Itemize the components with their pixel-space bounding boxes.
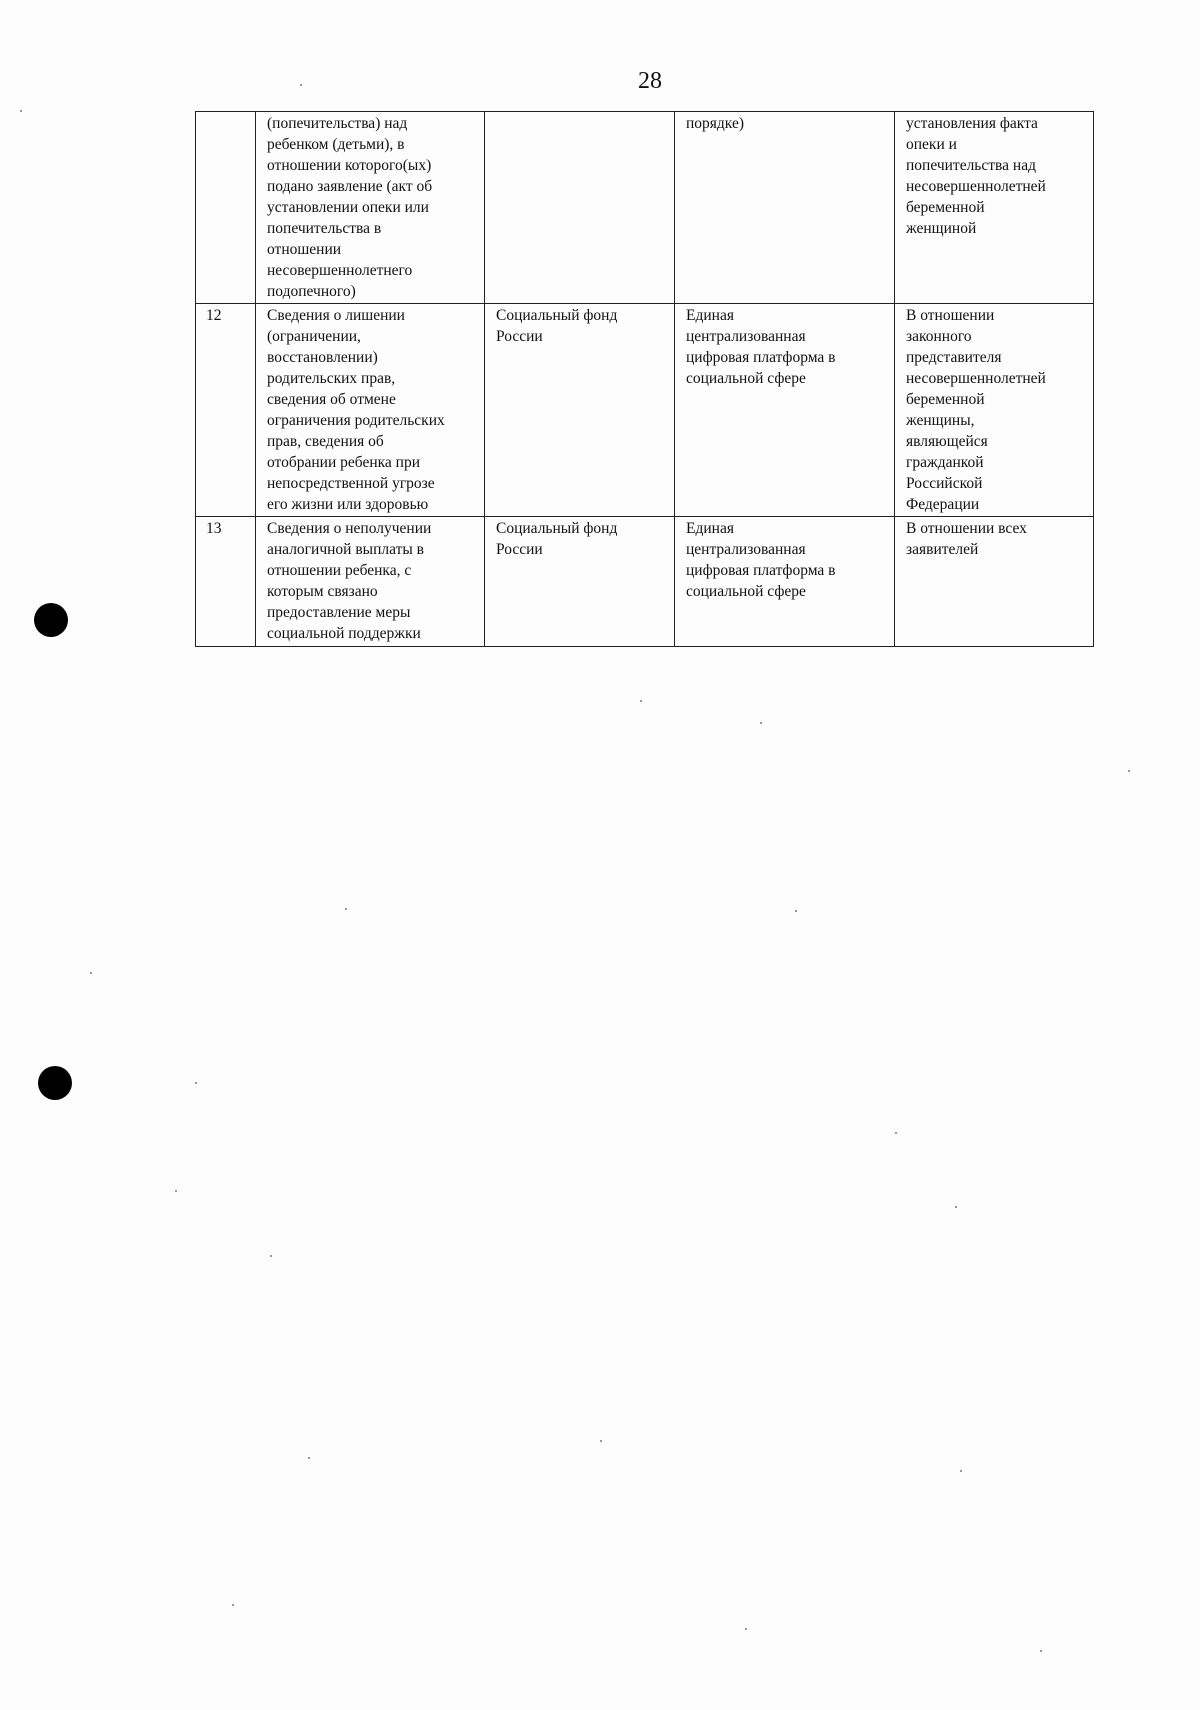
channel-cell: Единая централизованная цифровая платформа в социальной сфере <box>675 304 895 517</box>
channel-cell: Единая централизованная цифровая платформа в социальной сфере <box>675 517 895 647</box>
row-number-cell: 12 <box>196 304 256 517</box>
row-number-cell <box>196 112 256 304</box>
table-row <box>196 112 1094 304</box>
page-number: 28 <box>638 68 662 94</box>
channel-cell: порядке) <box>675 112 895 304</box>
table-row <box>196 304 1094 517</box>
document-table <box>195 111 1094 647</box>
provider-cell: Социальный фонд России <box>485 517 675 647</box>
info-cell: Сведения о лишении (ограничении, восстановлении) родительских прав, сведения об отмене ограничения родительских прав, сведения об отобрании ребенка при непосредственной угрозе его жизни или здоровью <box>256 304 485 517</box>
provider-cell <box>485 112 675 304</box>
punch-hole-top <box>34 603 68 637</box>
punch-hole-bottom <box>38 1066 72 1100</box>
provider-cell: Социальный фонд России <box>485 304 675 517</box>
condition-cell: В отношении законного представителя несовершеннолетней беременной женщины, являющейся гражданкой Российской Федерации <box>895 304 1094 517</box>
row-number-cell: 13 <box>196 517 256 647</box>
info-cell: Сведения о неполучении аналогичной выплаты в отношении ребенка, с которым связано предоставление меры социальной поддержки <box>256 517 485 647</box>
condition-cell: В отношении всех заявителей <box>895 517 1094 647</box>
table-row <box>196 517 1094 647</box>
condition-cell: установления факта опеки и попечительства над несовершеннолетней беременной женщиной <box>895 112 1094 304</box>
info-cell: (попечительства) над ребенком (детьми), в отношении которого(ых) подано заявление (акт об установлении опеки или попечительства в отношении несовершеннолетнего подопечного) <box>256 112 485 304</box>
